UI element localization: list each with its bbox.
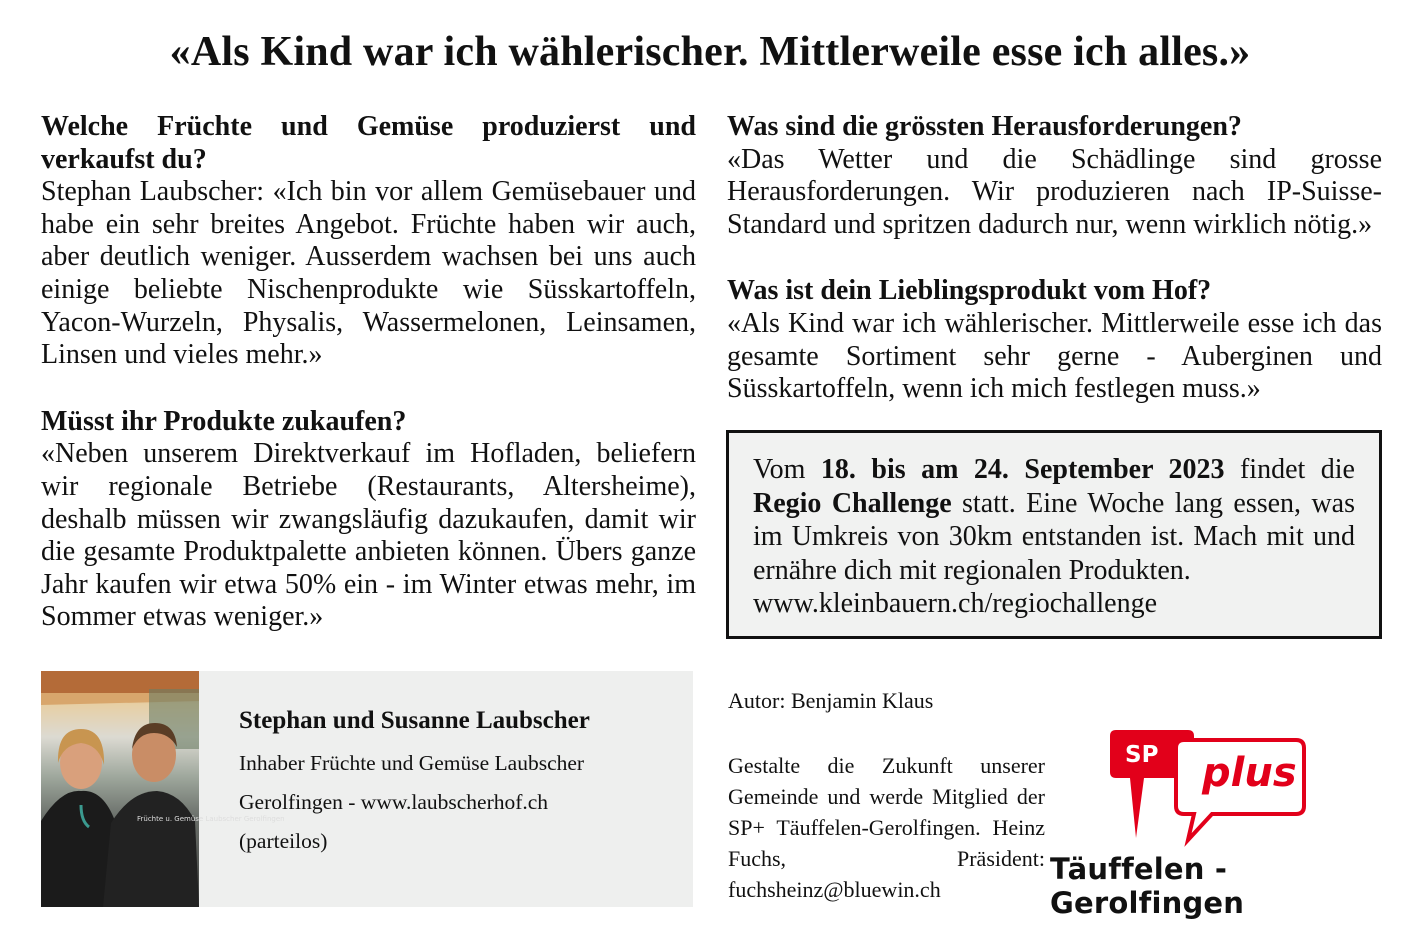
question-heading: Was ist dein Lieblingsprodukt vom Hof?	[727, 275, 1212, 307]
author-credit: Autor: Benjamin Klaus	[728, 688, 934, 713]
question-heading: Was sind die grössten Herausforderungen?	[727, 111, 1242, 142]
answer-text: «Das Wetter und die Schädlinge sind grosse Herausforderungen. Wir produzieren nach IP-Suisse-Standard und spritzen dadurch nur, wenn wirklich nötig.»	[727, 143, 1382, 240]
answer-text: «Neben unserem Direktverkauf im Hofladen, beliefern wir regionale Betriebe (Restaurants, Altersheime), deshalb müssen wir zwangsläufig dazukaufen, damit wir die gesamte Produktpalette anbieten können. Übers ganze Jahr kaufen wir etwa 50% ein - im Winter etwas mehr, im Sommer etwas weniger.»	[41, 438, 696, 633]
profile-party: (parteilos)	[239, 829, 328, 853]
qa-block	[727, 111, 1382, 241]
qa-block	[727, 275, 1382, 405]
answer-text: «Als Kind war ich wählerischer. Mittlerweile esse ich das gesamte Sortiment sehr gerne - Auberginen und Süsskartoffeln, wenn ich mich festlegen muss.»	[727, 307, 1382, 405]
infobox-event-name: Regio Challenge	[753, 487, 952, 519]
logo-sp-text: SP	[1125, 742, 1159, 768]
qa-block	[41, 406, 696, 634]
profile-name: Stephan und Susanne Laubscher	[239, 707, 590, 734]
infobox-text: Vom	[753, 454, 821, 485]
logo-town-name: Täuffelen - Gerolfingen	[1050, 852, 1245, 920]
qa-block	[41, 111, 696, 372]
infobox-date: 18. bis am 24. September 2023	[820, 454, 1225, 485]
question-heading: Welche Früchte und Gemüse produzierst und verkaufst du?	[41, 111, 696, 175]
question-heading: Müsst ihr Produkte zukaufen?	[41, 405, 407, 437]
left-column	[41, 111, 696, 668]
infobox-text: findet die	[1224, 454, 1355, 485]
regio-challenge-infobox	[726, 430, 1382, 639]
profile-location: Gerolfingen - www.laubscherhof.ch	[239, 790, 549, 814]
infobox-text: statt. Eine Woche lang essen, was im Umkreis von 30km entstanden ist. Mach mit und ernähre dich mit regionalen Produkten.	[753, 487, 1355, 586]
article-title: «Als Kind war ich wählerischer. Mittlerweile esse ich alles.»	[169, 29, 1251, 75]
membership-call-to-action: Gestalte die Zukunft unserer Gemeinde und werde Mitglied der SP+ Täuffelen-Gerolfingen. Heinz Fuchs, Präsident: fuchsheinz@bluewin.ch	[728, 753, 1045, 902]
shirt-print-text: Früchte u. Gemüse Laubscher Gerolfingen	[137, 815, 285, 823]
profile-card	[41, 671, 693, 907]
infobox-url: www.kleinbauern.ch/regiochallenge	[753, 588, 1158, 619]
logo-plus-text: plus	[1202, 750, 1297, 796]
right-column	[727, 111, 1382, 440]
profile-role: Inhaber Früchte und Gemüse Laubscher	[239, 751, 585, 775]
answer-text: Stephan Laubscher: «Ich bin vor allem Gemüsebauer und habe ein sehr breites Angebot. Früchte haben wir auch, aber deutlich weniger. Ausserdem wachsen bei uns auch einige beliebte Nischenprodukte wie Süsskartoffeln, Yacon-Wurzeln, Physalis, Wassermelonen, Leinsamen, Linsen und vieles mehr.»	[41, 176, 696, 371]
